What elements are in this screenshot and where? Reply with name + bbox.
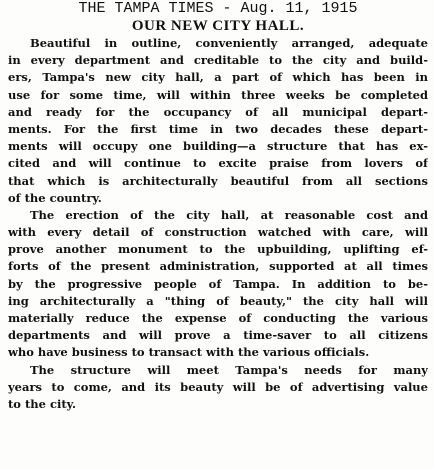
article-paragraph: [8, 362, 428, 414]
article-line: that which is architecturally beautiful from all sections: [8, 173, 428, 188]
article-line: materially reduce the expense of conducting the various: [8, 311, 428, 325]
article-line: prove another monument to the upbuilding, uplifting ef-: [8, 242, 428, 257]
article-line: ments will occupy one building—a structure that has ex-: [8, 139, 428, 154]
article-line: ers, Tampa's new city hall, a part of which has been in: [8, 70, 428, 85]
article-body: [8, 35, 428, 413]
source-date-line: THE TAMPA TIMES - Aug. 11, 1915: [78, 0, 358, 17]
article-line: forts of the present administration, supported at all times: [8, 259, 428, 274]
article-line: to the city.: [8, 396, 77, 411]
article-line: departments and will prove a time-saver to all citizens: [8, 328, 428, 343]
article-line: The erection of the city hall, at reasonable cost and: [30, 207, 428, 222]
article-line: cited and will continue to excite praise from lovers of: [8, 156, 428, 171]
article-paragraph: [8, 35, 428, 207]
article-line: and ready for the occupancy of all municipal depart-: [8, 104, 428, 119]
article-line: Beautiful in outline, conveniently arranged, adequate: [30, 36, 428, 50]
article-line: use for some time, will within three weeks be completed: [8, 87, 428, 102]
article-line: in every department and creditable to the city and build-: [8, 53, 428, 68]
article-line: of the country.: [8, 190, 102, 205]
article-paragraph: [8, 207, 428, 362]
article-line: with every detail of construction watched with care, will: [8, 225, 428, 240]
article-line: The structure will meet Tampa's needs for many: [30, 362, 428, 377]
article-line: ing architecturally a "thing of beauty," the city hall will: [8, 293, 428, 308]
article-line: years to come, and its beauty will be of advertising value: [8, 379, 428, 394]
article-line: ments. For the first time in two decades these depart-: [8, 121, 428, 136]
article-line: who have business to transact with the various officials.: [8, 345, 370, 360]
article-line: by the progressive people of Tampa. In addition to be-: [8, 276, 428, 291]
article-headline: OUR NEW CITY HALL.: [131, 18, 305, 34]
